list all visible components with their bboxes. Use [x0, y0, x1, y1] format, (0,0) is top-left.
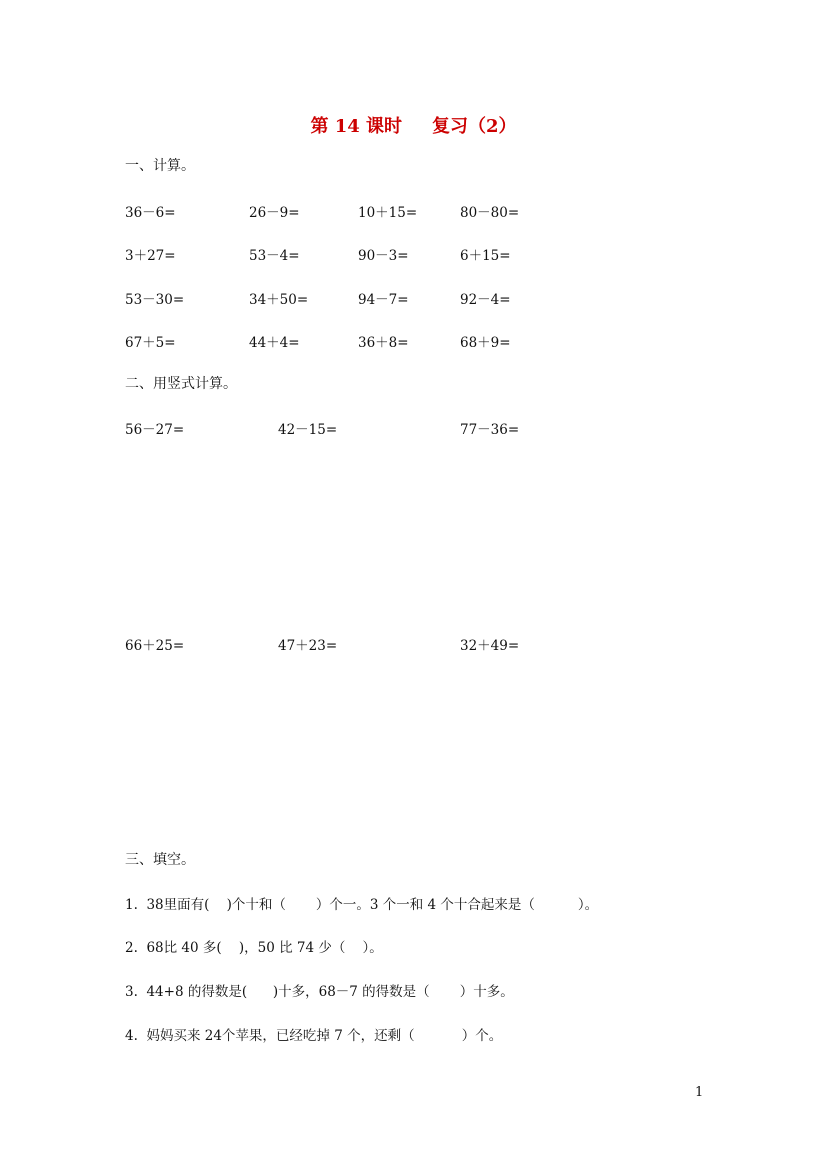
problem: 90－3=: [358, 248, 409, 264]
problem: 36－6=: [125, 205, 176, 221]
fill-blank-item-1: 1. 38里面有( )个十和（ ）个一。3 个一和 4 个十合起来是（ ）。: [125, 897, 599, 913]
problem: 3＋27=: [125, 248, 176, 264]
fill-blank-item-3: 3. 44+8 的得数是( )十多，68－7 的得数是（ ）十多。: [125, 984, 514, 1000]
section2-heading: 二、用竖式计算。: [125, 376, 237, 392]
problem: 34＋50=: [249, 292, 309, 308]
topic-label: 复习（2）: [432, 116, 517, 137]
fill-blank-item-2: 2. 68比 40 多( )，50 比 74 少（ ）。: [125, 940, 383, 956]
problem: 6＋15=: [460, 248, 511, 264]
problem: 67＋5=: [125, 335, 176, 351]
vertical-problem: 32＋49=: [460, 638, 520, 654]
problem: 44＋4=: [249, 335, 300, 351]
problem: 36＋8=: [358, 335, 409, 351]
vertical-problem: 77－36=: [460, 422, 520, 438]
lesson-label: 第 14 课时: [310, 116, 403, 137]
vertical-problem: 47＋23=: [278, 638, 338, 654]
section3-heading: 三、填空。: [125, 852, 195, 868]
problem: 53－30=: [125, 292, 185, 308]
problem: 68＋9=: [460, 335, 511, 351]
vertical-problem: 56－27=: [125, 422, 185, 438]
vertical-problem: 66＋25=: [125, 638, 185, 654]
problem: 92－4=: [460, 292, 511, 308]
vertical-problem: 42－15=: [278, 422, 338, 438]
page-title: [0, 112, 827, 138]
problem: 53－4=: [249, 248, 300, 264]
page-number: 1: [695, 1085, 704, 1100]
problem: 10＋15=: [358, 205, 418, 221]
fill-blank-item-4: 4. 妈妈买来 24个苹果，已经吃掉 7 个，还剩（ ）个。: [125, 1028, 503, 1044]
problem: 94－7=: [358, 292, 409, 308]
section1-heading: 一、计算。: [125, 158, 195, 174]
problem: 80－80=: [460, 205, 520, 221]
problem: 26－9=: [249, 205, 300, 221]
